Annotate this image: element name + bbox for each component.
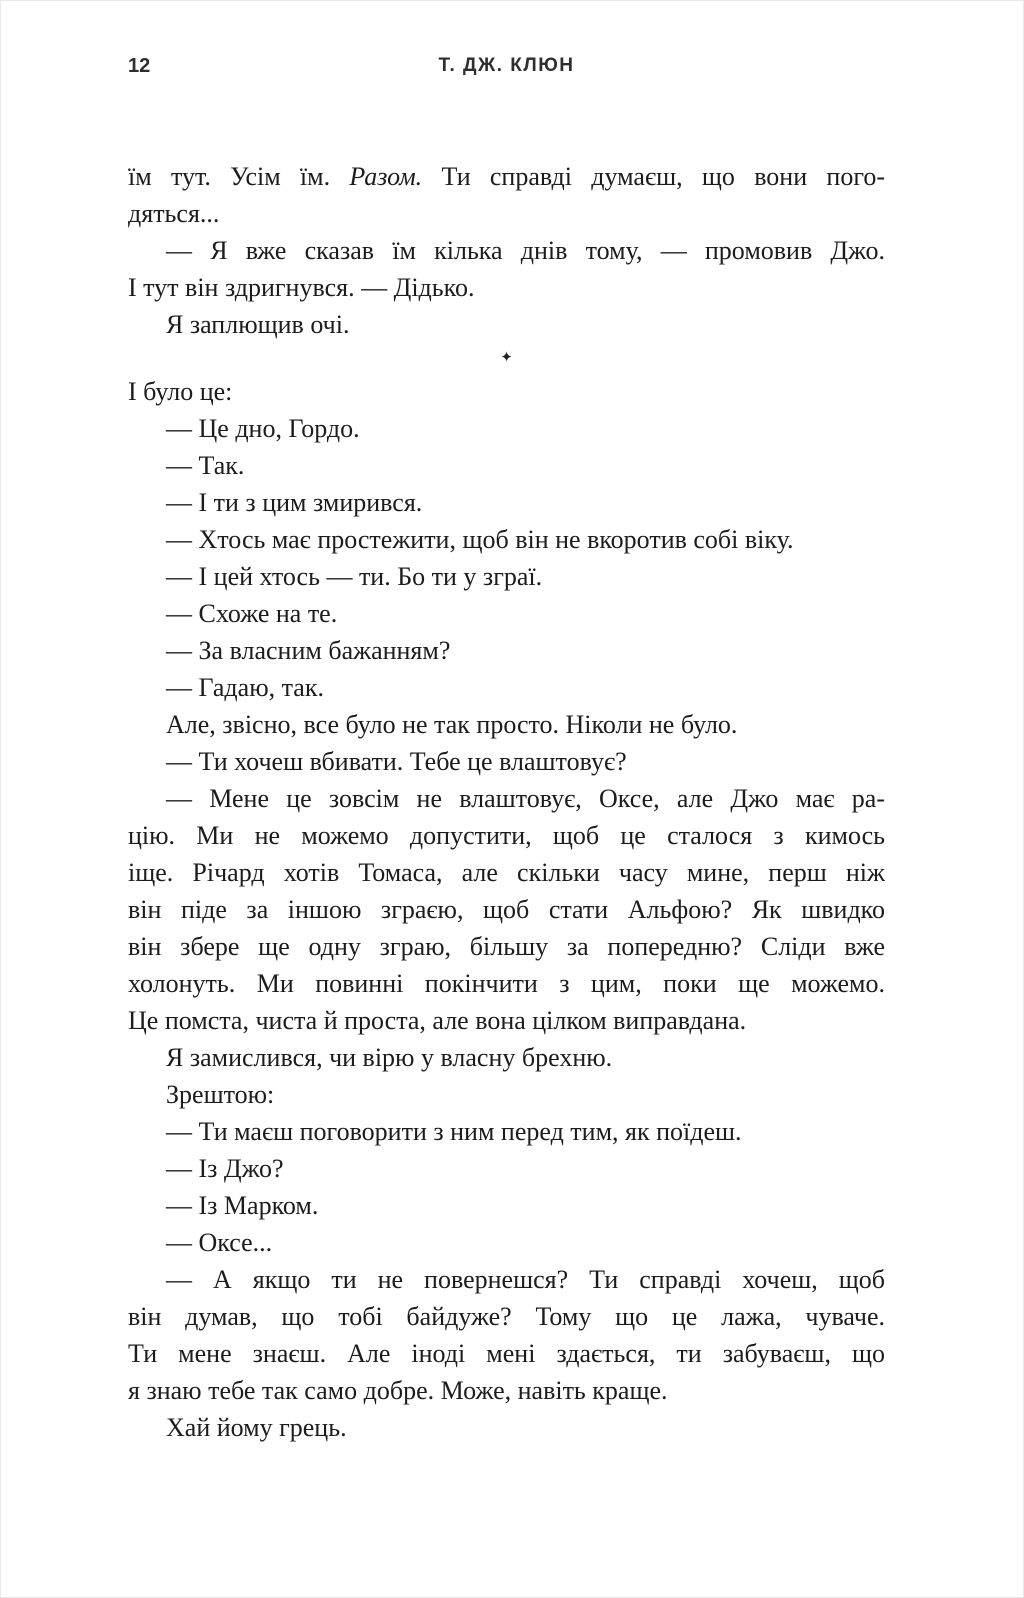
text-segment: — Так. xyxy=(166,451,245,480)
text-line xyxy=(128,1409,885,1446)
section-divider xyxy=(128,343,885,373)
text-line xyxy=(128,743,885,780)
text-segment: — І цей хтось — ти. Бо ти у зграї. xyxy=(166,562,543,591)
text-line xyxy=(128,1298,885,1335)
text-line xyxy=(128,269,885,306)
text-segment: — Із Джо? xyxy=(166,1154,284,1183)
text-segment: Разом. xyxy=(349,162,423,191)
text-segment: — Із Марком. xyxy=(166,1191,319,1220)
running-header: Т. ДЖ. КЛЮН xyxy=(438,55,575,76)
text-line xyxy=(128,1261,885,1298)
page-header xyxy=(128,55,885,81)
text-segment: дяться... xyxy=(128,199,220,228)
divider-star-icon: ✦ xyxy=(500,350,513,366)
text-line xyxy=(128,669,885,706)
text-segment: — Я вже сказав їм кілька днів тому, — промовив Джо. xyxy=(166,236,885,265)
text-line xyxy=(128,965,885,1002)
text-segment: — Схоже на те. xyxy=(166,599,338,628)
text-line xyxy=(128,447,885,484)
text-line xyxy=(128,854,885,891)
text-line xyxy=(128,306,885,343)
text-segment: — А якщо ти не повернешся? Ти справді хочеш, щоб xyxy=(166,1265,885,1294)
page-number: 12 xyxy=(128,55,151,77)
text-segment: Я замислився, чи вірю у власну брехню. xyxy=(166,1043,613,1072)
text-segment: холонуть. Ми повинні покінчити з цим, поки ще можемо. xyxy=(128,969,885,998)
text-line xyxy=(128,1187,885,1224)
text-segment: І тут він здригнувся. — Дідько. xyxy=(128,273,475,302)
text-line xyxy=(128,558,885,595)
text-segment: — Ти маєш поговорити з ним перед тим, як поїдеш. xyxy=(166,1117,742,1146)
text-line xyxy=(128,373,885,410)
text-segment: — За власним бажанням? xyxy=(166,636,451,665)
text-segment: він збере ще одну зграю, більшу за попередню? Сліди вже xyxy=(128,932,885,961)
text-segment: — Мене це зовсім не влаштовує, Оксе, але Джо має ра- xyxy=(166,784,885,813)
text-line xyxy=(128,780,885,817)
text-line xyxy=(128,928,885,965)
text-segment: І було це: xyxy=(128,377,233,406)
text-segment: — І ти з цим змирився. xyxy=(166,488,423,517)
text-line xyxy=(128,1150,885,1187)
text-line xyxy=(128,1002,885,1039)
text-line xyxy=(128,1224,885,1261)
text-segment: Але, звісно, все було не так просто. Ніколи не було. xyxy=(166,710,738,739)
text-segment: Це помста, чиста й проста, але вона цілком виправдана. xyxy=(128,1006,747,1035)
text-line xyxy=(128,1039,885,1076)
text-segment: Зрештою: xyxy=(166,1080,275,1109)
text-segment: я знаю тебе так само добре. Може, навіть краще. xyxy=(128,1376,668,1405)
text-line xyxy=(128,521,885,558)
text-line xyxy=(128,817,885,854)
text-line xyxy=(128,1335,885,1372)
text-line xyxy=(128,595,885,632)
text-segment: їм тут. Усім їм. xyxy=(128,162,350,191)
text-line xyxy=(128,1113,885,1150)
text-line xyxy=(128,632,885,669)
text-line xyxy=(128,706,885,743)
text-segment: — Хтось має простежити, щоб він не вкоротив собі віку. xyxy=(166,525,794,554)
text-segment: Хай йому грець. xyxy=(166,1413,347,1442)
text-segment: Я заплющив очі. xyxy=(166,310,350,339)
text-segment: іще. Річард хотів Томаса, але скільки часу мине, перш ніж xyxy=(128,858,885,887)
text-line xyxy=(128,232,885,269)
text-line xyxy=(128,1372,885,1409)
text-line xyxy=(128,195,885,232)
text-line xyxy=(128,158,885,195)
text-segment: — Гадаю, так. xyxy=(166,673,324,702)
page-body xyxy=(128,158,885,1446)
text-segment: Ти справді думаєш, що вони пого- xyxy=(422,162,885,191)
text-segment: він піде за іншою зграєю, щоб стати Альфою? Як швидко xyxy=(128,895,885,924)
text-segment: він думав, що тобі байдуже? Тому що це лажа, чуваче. xyxy=(128,1302,885,1331)
text-segment: — Це дно, Гордо. xyxy=(166,414,360,443)
text-line xyxy=(128,484,885,521)
text-segment: Ти мене знаєш. Але іноді мені здається, ти забуваєш, що xyxy=(128,1339,885,1368)
text-segment: — Ти хочеш вбивати. Тебе це влаштовує? xyxy=(166,747,627,776)
text-line xyxy=(128,410,885,447)
text-line xyxy=(128,891,885,928)
text-segment: — Оксе... xyxy=(166,1228,273,1257)
text-line xyxy=(128,1076,885,1113)
text-segment: цію. Ми не можемо допустити, щоб це сталося з кимось xyxy=(128,821,885,850)
